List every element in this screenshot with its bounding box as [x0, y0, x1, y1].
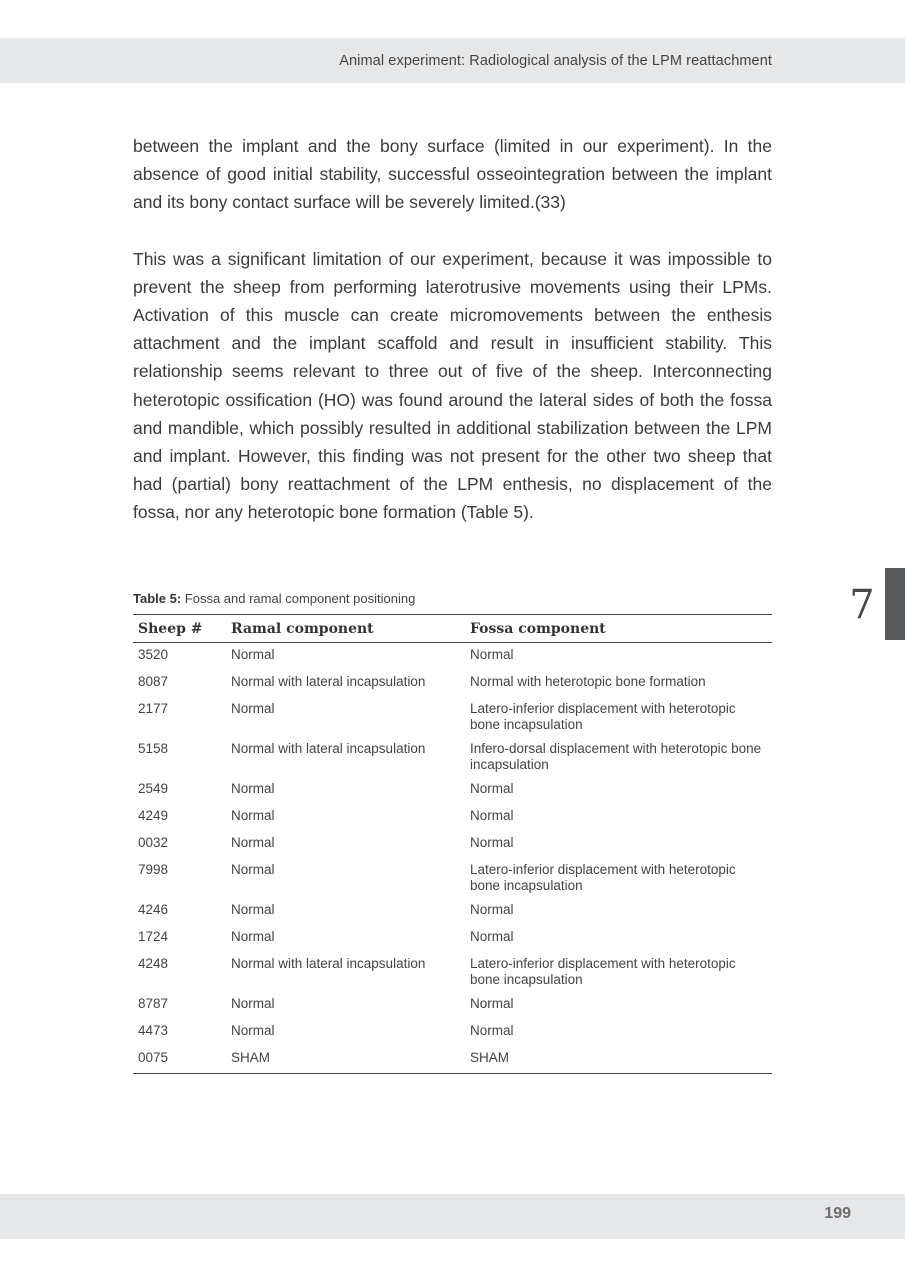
page-number: 199: [824, 1205, 851, 1222]
cell-fossa: SHAM: [465, 1046, 772, 1074]
cell-sheep: 1724: [138, 929, 169, 944]
cell-sheep: 0075: [133, 1046, 226, 1074]
cell-fossa: Latero-inferior displacement with heterotopic bone incapsulation: [470, 862, 736, 893]
cell-ramal: SHAM: [226, 1046, 465, 1074]
table-caption-label: Table 5:: [133, 591, 182, 606]
paragraph-1: between the implant and the bony surface (limited in our experiment). In the absence of good initial stability, successful osseointegration between the implant and its bony contact surface will be severely limited.(33): [133, 136, 772, 213]
body-text: [133, 132, 772, 527]
cell-ramal: Normal with lateral incapsulation: [231, 674, 426, 689]
table-row: [133, 737, 772, 777]
cell-fossa: Normal: [470, 808, 514, 823]
cell-fossa: Normal: [470, 781, 514, 796]
table-row: [133, 952, 772, 992]
chapter-number: 7: [849, 582, 875, 628]
table-row: [133, 992, 772, 1019]
table-row: [133, 643, 772, 671]
paragraph-2: This was a significant limitation of our experiment, because it was impossible to prevent the sheep from performing laterotrusive movements using their LPMs. Activation of this muscle can create micromovements between the enthesis attachment and the implant scaffold and result in insufficient stability. This relationship seems relevant to three out of five of the sheep. Interconnecting heterotopic ossification (HO) was found around the lateral sides of both the fossa and mandible, which possibly resulted in additional stabilization between the LPM and implant. However, this finding was not present for the other two sheep that had (partial) bony reattachment of the LPM enthesis, no displacement of the fossa, nor any heterotopic bone formation (Table 5).: [133, 248, 772, 523]
cell-sheep: 4248: [138, 956, 169, 971]
cell-fossa: Infero-dorsal displacement with heterotopic bone incapsulation: [470, 741, 762, 772]
table-caption-text: Fossa and ramal component positioning: [181, 591, 416, 606]
table-row: [133, 670, 772, 697]
table-row: [133, 1019, 772, 1046]
cell-ramal: Normal: [231, 647, 275, 662]
cell-ramal: Normal: [231, 1023, 275, 1038]
table-row: [133, 777, 772, 804]
cell-sheep: 0032: [138, 835, 169, 850]
column-header-ramal: Ramal component: [226, 615, 465, 643]
table-body: [133, 643, 772, 1074]
cell-sheep: 7998: [138, 862, 169, 877]
cell-fossa: Normal: [470, 996, 514, 1011]
cell-fossa: Latero-inferior displacement with heterotopic bone incapsulation: [470, 701, 736, 732]
cell-sheep: 2549: [138, 781, 169, 796]
cell-ramal: Normal: [231, 701, 275, 716]
cell-sheep: 4249: [138, 808, 169, 823]
cell-ramal: Normal: [231, 808, 275, 823]
cell-ramal: Normal: [231, 996, 275, 1011]
cell-ramal: Normal: [231, 862, 275, 877]
data-table: [133, 614, 772, 1074]
table-header-row: [133, 615, 772, 643]
cell-fossa: Latero-inferior displacement with heterotopic bone incapsulation: [470, 956, 736, 987]
cell-sheep: 4473: [138, 1023, 169, 1038]
cell-fossa: Normal: [470, 835, 514, 850]
cell-ramal: Normal: [231, 929, 275, 944]
table-caption: [133, 591, 415, 606]
table-row: [133, 858, 772, 898]
cell-fossa: Normal: [470, 902, 514, 917]
cell-fossa: Normal: [470, 1023, 514, 1038]
footer-band: [0, 1194, 905, 1239]
table-row: [133, 898, 772, 925]
cell-sheep: 8087: [138, 674, 169, 689]
cell-ramal: Normal with lateral incapsulation: [231, 741, 426, 756]
cell-sheep: 3520: [138, 647, 169, 662]
column-header-sheep: Sheep #: [133, 615, 226, 643]
cell-sheep: 8787: [138, 996, 169, 1011]
running-head: Animal experiment: Radiological analysis of the LPM reattachment: [339, 53, 772, 69]
cell-fossa: Normal: [470, 929, 514, 944]
table-row: [133, 697, 772, 737]
chapter-tab: [885, 568, 905, 640]
cell-fossa: Normal with heterotopic bone formation: [470, 674, 706, 689]
cell-sheep: 2177: [138, 701, 169, 716]
cell-fossa: Normal: [470, 647, 514, 662]
table-row: [133, 925, 772, 952]
cell-sheep: 5158: [138, 741, 169, 756]
table-row: [133, 831, 772, 858]
column-header-fossa: Fossa component: [465, 615, 772, 643]
cell-ramal: Normal: [231, 902, 275, 917]
table-row: [133, 1046, 772, 1074]
cell-ramal: Normal: [231, 781, 275, 796]
cell-ramal: Normal: [231, 835, 275, 850]
cell-sheep: 4246: [138, 902, 169, 917]
cell-ramal: Normal with lateral incapsulation: [231, 956, 426, 971]
table-row: [133, 804, 772, 831]
